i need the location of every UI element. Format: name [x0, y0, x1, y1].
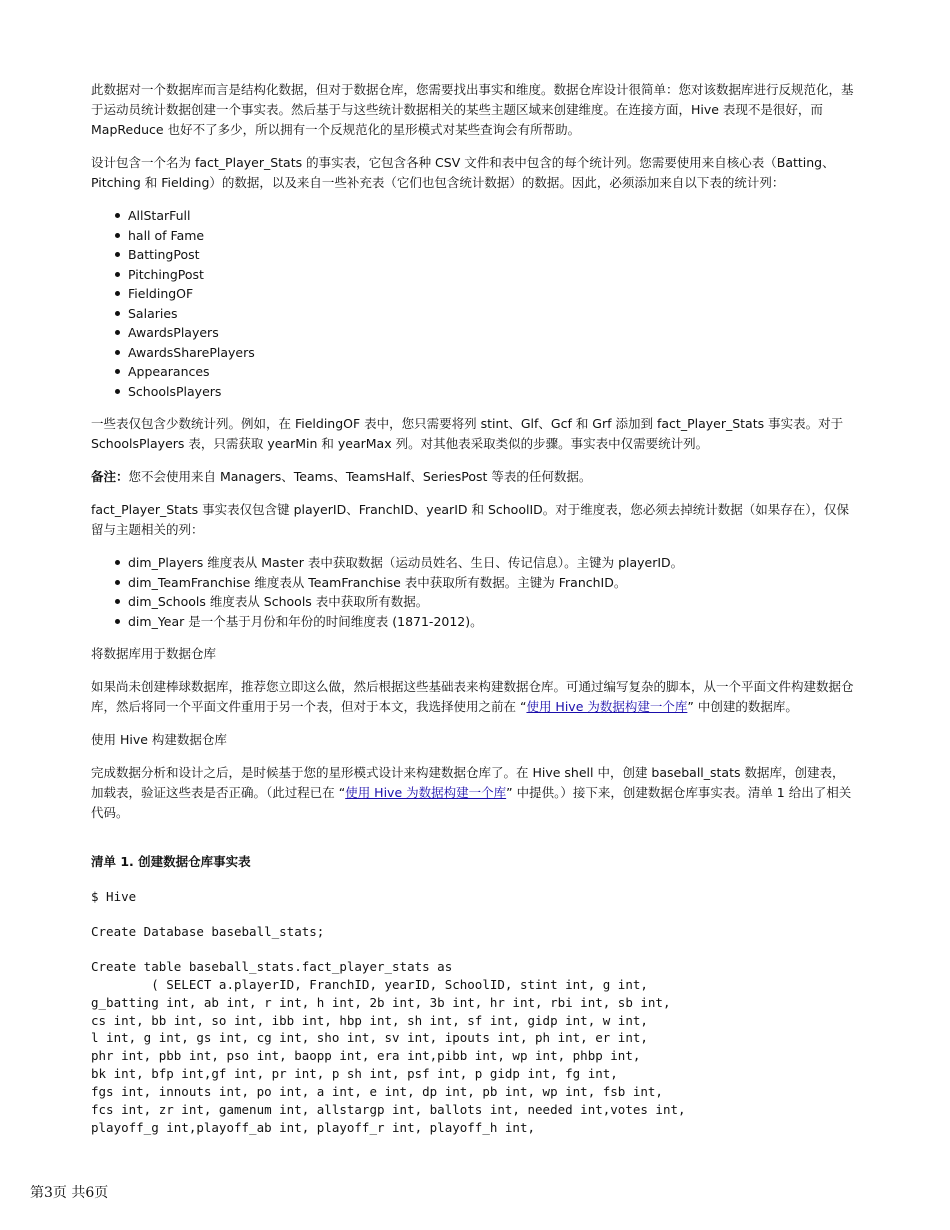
list-item: Salaries [128, 304, 855, 324]
list-item: dim_TeamFranchise 维度表从 TeamFranchise 表中获取所有数据。主键为 FranchID。 [128, 573, 855, 593]
section-heading-hive: 使用 Hive 构建数据仓库 [91, 732, 227, 747]
list-item: BattingPost [128, 245, 855, 265]
database-paragraph [91, 677, 855, 717]
section-heading-warehouse: 将数据库用于数据仓库 [91, 646, 217, 661]
code-create-table [91, 958, 855, 1137]
build-paragraph [91, 763, 855, 823]
stat-columns-paragraph: 一些表仅包含少数统计列。例如，在 FieldingOF 表中，您只需要将列 stint、Glf、Gcf 和 Grf 添加到 fact_Player_Stats 事实表。对于 SchoolsPlayers 表，只需获取 yearMin 和 yearMax 列。对其他表采取类似的步骤。事实表中仅需要统计列。 [91, 416, 844, 451]
design-paragraph: 设计包含一个名为 fact_Player_Stats 的事实表，它包含各种 CSV 文件和表中包含的每个统计列。您需要使用来自核心表（Batting、Pitching 和 Fielding）的数据，以及来自一些补充表（它们也包含统计数据）的数据。因此，必须添加来自以下表的统计列： [91, 155, 835, 190]
article-body [91, 80, 855, 1154]
code-line-create-db: Create Database baseball_stats; [91, 923, 325, 939]
list-item: dim_Players 维度表从 Master 表中获取数据（运动员姓名、生日、传记信息）。主键为 playerID。 [128, 553, 855, 573]
list-item: FieldingOF [128, 284, 855, 304]
note-label: 备注： [91, 469, 129, 484]
build-paragraph-tail: ” 中提供。）接下来，创建数据仓库事实表。清单 1 给出了相关代码。 [91, 785, 852, 820]
fact-keys-paragraph: fact_Player_Stats 事实表仅包含键 playerID、FranchID、yearID 和 SchoolID。对于维度表，您必须去掉统计数据（如果存在），仅保留与主题相关的列： [91, 502, 850, 537]
stat-tables-list [91, 206, 855, 401]
list-item: AllStarFull [128, 206, 855, 226]
code-hive-command [91, 888, 855, 906]
code-create-table-text: Create table baseball_stats.fact_player_stats as ( SELECT a.playerID, FranchID, yearID, SchoolID, stint int, g int, g_batting int, ab int, r int, h int, 2b int, 3b int, hr int, rbi int, sb int, cs int, bb int, so int, ibb int, hbp int, sh int, sf int, gidp int, w int, l int, g int, gs int, cg int, sho int, sv int, ipouts int, ph int, er int, phr int, pbb int, pso int, baopp int, era int,pibb int, wp int, phbp int, bk int, bfp int,gf int, pr int, p sh int, psf int, p gidp int, fg int, fgs int, innouts int, po int, a int, e int, dp int, pb int, wp int, fsb int, fcs int, zr int, gamenum int, allstargp int, ballots int, needed int,votes int, playoff_g int,playoff_ab int, playoff_r int, playoff_h int, [91, 958, 686, 1135]
hive-library-link-2[interactable]: 使用 Hive 为数据构建一个库 [345, 785, 507, 800]
database-paragraph-text: 如果尚未创建棒球数据库，推荐您立即这么做，然后根据这些基础表来构建数据仓库。可通过编写复杂的脚本，从一个平面文件构建数据仓库，然后将同一个平面文件重用于另一个表，但对于本文，我选择使用之前在 “ [91, 679, 854, 714]
list-item: Appearances [128, 362, 855, 382]
hive-library-link[interactable]: 使用 Hive 为数据构建一个库 [526, 699, 688, 714]
list-item: AwardsPlayers [128, 323, 855, 343]
list-item: AwardsSharePlayers [128, 343, 855, 363]
list-item: SchoolsPlayers [128, 382, 855, 402]
build-paragraph-text: 完成数据分析和设计之后，是时候基于您的星形模式设计来构建数据仓库了。在 Hive shell 中，创建 baseball_stats 数据库，创建表，加载表，验证这些表是否正确。（此过程已在 “ [91, 765, 845, 800]
note-text: 您不会使用来自 Managers、Teams、TeamsHalf、SeriesPost 等表的任何数据。 [128, 469, 592, 484]
dimension-tables-list [91, 553, 855, 631]
list-item: PitchingPost [128, 265, 855, 285]
note-paragraph [91, 467, 855, 487]
list-item: hall of Fame [128, 226, 855, 246]
page-footer: 第3页 共6页 [30, 1185, 109, 1201]
list-item: dim_Schools 维度表从 Schools 表中获取所有数据。 [128, 592, 855, 612]
list-item: dim_Year 是一个基于月份和年份的时间维度表 (1871-2012)。 [128, 612, 855, 632]
code-create-database [91, 923, 855, 941]
intro-paragraph: 此数据对一个数据库而言是结构化数据，但对于数据仓库，您需要找出事实和维度。数据仓库设计很简单：您对该数据库进行反规范化，基于运动员统计数据创建一个事实表。然后基于与这些统计数据相关的某些主题区域来创建维度。在连接方面，Hive 表现不是很好，而 MapReduce 也好不了多少，所以拥有一个反规范化的星形模式对某些查询会有所帮助。 [91, 82, 854, 137]
code-line-hive: $ Hive [91, 889, 137, 904]
database-paragraph-tail: ” 中创建的数据库。 [687, 699, 798, 714]
listing-title: 清单 1. 创建数据仓库事实表 [91, 854, 251, 869]
